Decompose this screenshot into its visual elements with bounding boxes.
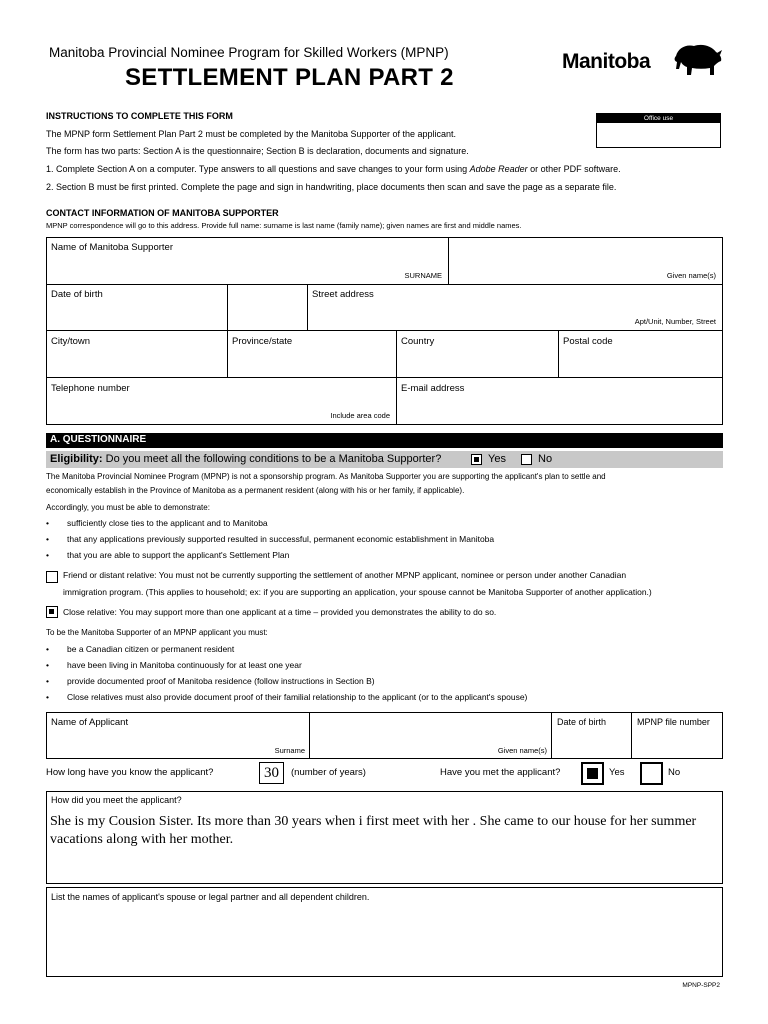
- friend-relative-line-2: immigration program. (This applies to household; ex: if you are supporting an application, your spouse cannot be Manitoba Supporter of another application.): [63, 587, 652, 597]
- met-yes-label: Yes: [609, 767, 625, 778]
- how-met-label: How did you meet the applicant?: [51, 795, 182, 805]
- postal-code-field[interactable]: [558, 330, 723, 378]
- friend-relative-line-1: Friend or distant relative: You must not be currently supporting the settlement of another MPNP applicant, nominee or person under another Canadian: [63, 570, 627, 580]
- telephone-label: Telephone number: [51, 383, 130, 394]
- spouse-children-textarea[interactable]: [46, 887, 723, 977]
- postal-code-label: Postal code: [563, 336, 613, 347]
- dob-label-cell: [46, 284, 228, 331]
- street-address-label: Street address: [312, 289, 374, 300]
- demonstrate-bullet: • that you are able to support the applicant's Settlement Plan: [67, 550, 289, 560]
- telephone-sublabel: Include area code: [330, 411, 390, 420]
- supporter-given-names-field[interactable]: [448, 237, 723, 285]
- years-known-input[interactable]: 30: [259, 762, 284, 784]
- program-paragraph-line-2: economically establish in the Province of Manitoba as a permanent resident (along with his or her family, if applicable).: [46, 486, 465, 495]
- contact-note: MPNP correspondence will go to this address. Provide full name: surname is last name (family name); given names are first and middle names.: [46, 221, 522, 230]
- eligibility-no-label: No: [538, 453, 553, 465]
- city-field[interactable]: [46, 330, 228, 378]
- met-applicant-label: Have you met the applicant?: [440, 767, 561, 778]
- requirement-bullet: • be a Canadian citizen or permanent resident: [67, 644, 234, 654]
- requirement-bullet: • have been living in Manitoba continuously for at least one year: [67, 660, 302, 670]
- met-no-checkbox[interactable]: [640, 762, 663, 785]
- requirements-intro: To be the Manitoba Supporter of an MPNP applicant you must:: [46, 628, 268, 637]
- close-relative-text: Close relative: You may support more than one applicant at a time – provided you demonstrates the ability to do so.: [63, 607, 497, 617]
- street-address-field[interactable]: [307, 284, 723, 331]
- requirement-bullet: • Close relatives must also provide document proof of their familial relationship to the applicant (or to the applicant's spouse): [67, 692, 527, 702]
- surname-sublabel: SURNAME: [404, 271, 442, 280]
- office-use-label: Office use: [597, 114, 720, 123]
- close-relative-checkbox[interactable]: [46, 606, 58, 618]
- instructions-line-1: The MPNP form Settlement Plan Part 2 must be completed by the Manitoba Supporter of the applicant.: [46, 129, 457, 139]
- supporter-name-label: Name of Manitoba Supporter: [51, 242, 173, 253]
- bison-icon: [672, 42, 724, 78]
- how-long-label: How long have you know the applicant?: [46, 767, 214, 778]
- requirement-bullet: • provide documented proof of Manitoba residence (follow instructions in Section B): [67, 676, 375, 686]
- eligibility-row: [46, 451, 723, 468]
- program-name: Manitoba Provincial Nominee Program for Skilled Workers (MPNP): [49, 45, 449, 60]
- applicant-surname-field[interactable]: [46, 712, 310, 759]
- how-met-answer: She is my Cousion Sister. Its more than 30 years when i first meet with her . She came to our house for her summer vacations along with her mother.: [50, 814, 697, 847]
- email-field[interactable]: [396, 377, 723, 425]
- country-label: Country: [401, 336, 435, 347]
- email-label: E-mail address: [401, 383, 465, 394]
- province-label: Province/state: [232, 336, 293, 347]
- given-names-sublabel: Given name(s): [666, 271, 716, 280]
- eligibility-question: Eligibility: Do you meet all the following conditions to be a Manitoba Supporter?: [50, 453, 442, 465]
- applicant-given-names-field[interactable]: [309, 712, 552, 759]
- mpnp-file-number-field[interactable]: [631, 712, 723, 759]
- dob-field[interactable]: [227, 284, 308, 331]
- office-use-box: [596, 113, 721, 148]
- contact-heading: CONTACT INFORMATION OF MANITOBA SUPPORTER: [46, 208, 279, 218]
- dob-label: Date of birth: [51, 289, 103, 300]
- form-code: MPNP-SPP2: [682, 982, 720, 989]
- demonstrate-bullet: • that any applications previously supported resulted in successful, permanent economic establishment in Manitoba: [67, 534, 494, 544]
- eligibility-yes-label: Yes: [488, 453, 506, 465]
- telephone-field[interactable]: [46, 377, 397, 425]
- street-address-sublabel: Apt/Unit, Number, Street: [634, 317, 716, 326]
- applicant-surname-sublabel: Surname: [274, 746, 305, 755]
- met-yes-checkbox[interactable]: [581, 762, 604, 785]
- province-field[interactable]: [227, 330, 397, 378]
- country-field[interactable]: [396, 330, 559, 378]
- applicant-given-names-sublabel: Given name(s): [497, 746, 547, 755]
- met-no-label: No: [668, 767, 681, 778]
- instructions-line-2: The form has two parts: Section A is the questionnaire; Section B is declaration, documents and signature.: [46, 146, 469, 156]
- program-paragraph-line-1: The Manitoba Provincial Nominee Program (MPNP) is not a sponsorship program. As Manitoba Supporter you are supporting the applicant's plan to settle and: [46, 472, 606, 481]
- applicant-dob-label: Date of birth: [557, 717, 607, 727]
- spouse-children-label: List the names of applicant's spouse or legal partner and all dependent children.: [51, 892, 370, 902]
- accordingly-text: Accordingly, you must be able to demonstrate:: [46, 503, 210, 512]
- friend-relative-checkbox[interactable]: [46, 571, 58, 583]
- questionnaire-header-bar: [46, 433, 723, 448]
- page-title: SETTLEMENT PLAN PART 2: [125, 64, 454, 91]
- manitoba-logo: [562, 42, 722, 82]
- applicant-dob-field[interactable]: [551, 712, 632, 759]
- questionnaire-heading: A. QUESTIONNAIRE: [50, 434, 147, 445]
- eligibility-no-checkbox[interactable]: [521, 454, 532, 465]
- instructions-line-3: 1. Complete Section A on a computer. Type answers to all questions and save changes to your form using Adobe Reader or other PDF software.: [46, 164, 621, 174]
- mpnp-file-number-label: MPNP file number: [637, 717, 710, 727]
- demonstrate-bullet: • sufficiently close ties to the applicant and to Manitoba: [67, 518, 268, 528]
- how-met-textarea[interactable]: [46, 791, 723, 884]
- applicant-name-label: Name of Applicant: [51, 717, 129, 728]
- instructions-line-4: 2. Section B must be first printed. Complete the page and sign in handwriting, place documents then scan and save the page as a separate file.: [46, 182, 617, 192]
- instructions-heading: INSTRUCTIONS TO COMPLETE THIS FORM: [46, 111, 233, 121]
- eligibility-yes-checkbox[interactable]: [471, 454, 482, 465]
- years-unit-label: (number of years): [291, 767, 366, 778]
- city-label: City/town: [51, 336, 91, 347]
- supporter-surname-field[interactable]: [46, 237, 449, 285]
- logo-wordmark: Manitoba: [562, 50, 651, 73]
